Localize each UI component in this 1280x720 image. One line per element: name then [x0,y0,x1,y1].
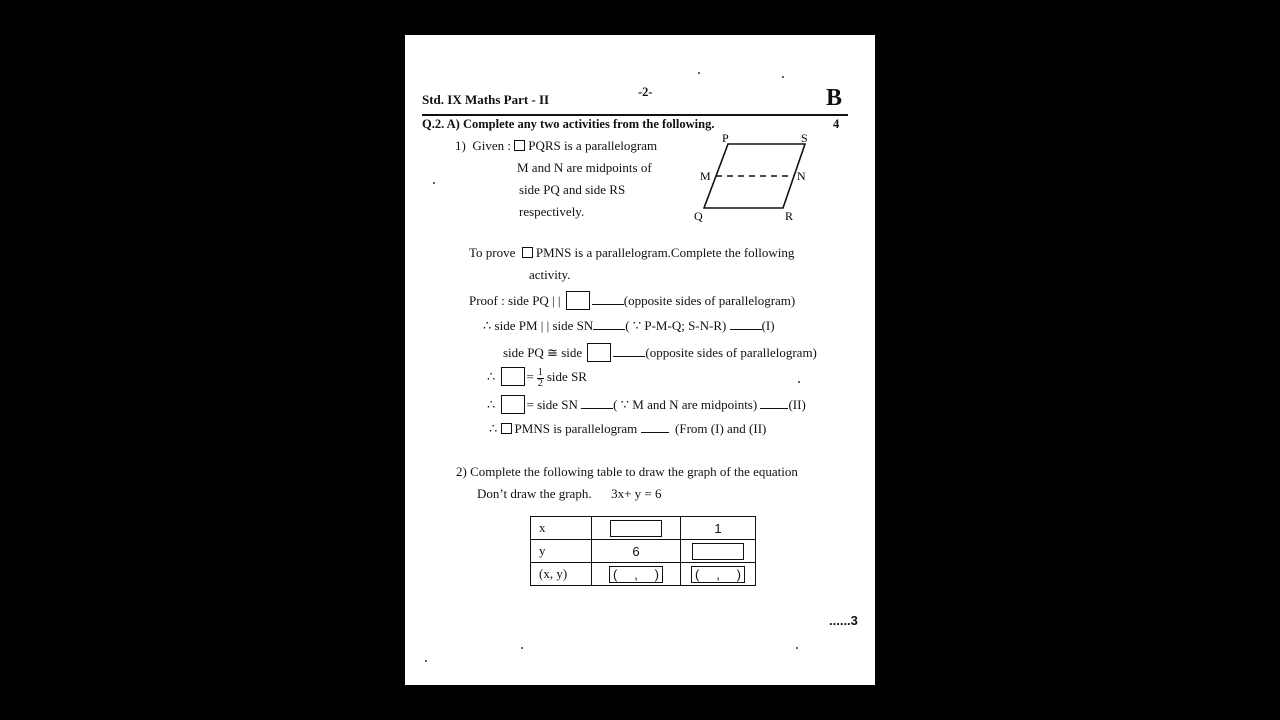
vertex-label-p: P [722,131,729,145]
proof-tag: (I) [761,318,775,333]
scan-speck [425,660,427,662]
table-row-xy [531,563,756,586]
page-number: -2- [638,85,653,99]
activity2-line1 [456,464,798,480]
vertex-label-r: R [785,209,794,223]
proof-text: side PQ ≅ side [503,345,583,360]
exam-page [405,35,875,685]
blank-line[interactable] [730,319,762,330]
proof-line-1 [469,291,795,310]
proof-text: = side SN [526,397,578,412]
blank-line[interactable] [641,422,669,433]
answer-box[interactable] [501,395,525,414]
given-line: PQRS is a parallelogram [528,138,658,153]
scan-speck [698,72,700,74]
question-number: Q.2. A) [422,117,460,131]
proof-reason: (From (I) and (II) [675,421,767,436]
quadrilateral-symbol-icon [514,140,525,151]
scan-speck [798,381,800,383]
activity2-number: 2) [456,464,467,479]
continue-marker: ......3 [829,613,858,628]
proof-reason: ( ∵ M and N are midpoints) [613,397,758,412]
table-row-x [531,517,756,540]
answer-box[interactable] [501,367,525,386]
activity1-given [455,138,657,154]
scan-speck [521,647,523,649]
vertex-label-m: M [700,169,711,183]
answer-box[interactable] [566,291,590,310]
fraction-denominator: 2 [537,377,543,389]
table-cell [681,563,756,586]
answer-box[interactable] [610,520,662,537]
quadrilateral-symbol-icon [522,247,533,258]
blank-line[interactable] [581,398,613,409]
therefore-symbol: ∴ [489,421,498,436]
to-prove-label: To prove [469,245,516,260]
proof-line-4 [487,367,587,389]
proof-text: Proof : side PQ | | [469,293,561,308]
activity2-note: Don’t draw the graph. [477,486,592,501]
equals-sign: = [526,369,534,384]
ordered-pair-box[interactable]: ( , ) [609,566,663,583]
answer-box[interactable] [692,543,744,560]
vertex-label-s: S [801,131,808,145]
table-cell: 6 [592,540,681,563]
therefore-symbol: ∴ [487,397,496,412]
parallelogram-figure [690,130,850,225]
equation: 3x+ y = 6 [611,486,662,501]
fraction-numerator: 1 [537,366,543,378]
proof-text: ∴ side PM | | side SN [483,318,594,333]
ordered-pair-box[interactable]: ( , ) [691,566,745,583]
proof-line-3 [503,343,817,362]
proof-line-2 [483,318,775,334]
proof-reason: (opposite sides of parallelogram) [623,293,796,308]
xy-table [530,516,756,586]
given-label: Given : [472,138,511,153]
set-code: B [826,85,843,111]
activity2-instruction: Complete the following table to draw the graph of the equation [470,464,798,479]
table-cell: 1 [681,517,756,540]
fraction-half [537,368,544,389]
question-label [422,117,714,132]
proof-reason: ( ∵ P-M-Q; S-N-R) [625,318,727,333]
scan-speck [796,647,798,649]
header-rule [422,114,848,116]
question-instruction: Complete any two activities from the following. [462,117,715,131]
proof-reason: (opposite sides of parallelogram) [645,345,817,360]
scan-speck [782,76,784,78]
therefore-symbol: ∴ [487,369,496,384]
row-label: y [531,540,592,563]
to-prove-cont: activity. [529,267,571,282]
activity2-line2 [477,486,661,502]
given-line: M and N are midpoints of [517,160,652,175]
to-prove [469,245,794,261]
quadrilateral-symbol-icon [501,423,512,434]
question-marks: 4 [833,117,840,131]
proof-line-5 [487,395,806,414]
table-cell [592,517,681,540]
blank-line[interactable] [613,346,645,357]
proof-text: side SR [546,369,587,384]
proof-tag: (II) [788,397,806,412]
row-label: x [531,517,592,540]
proof-line-6 [489,421,766,437]
scan-speck [433,182,435,184]
table-cell [592,563,681,586]
blank-line[interactable] [593,319,625,330]
to-prove-text: PMNS is a parallelogram.Complete the following [535,245,795,260]
answer-box[interactable] [587,343,611,362]
given-line: respectively. [519,204,585,219]
proof-text: PMNS is parallelogram [514,421,638,436]
header-title: Std. IX Maths Part - II [422,92,550,107]
activity1-number: 1) [455,138,466,153]
table-cell [681,540,756,563]
given-line: side PQ and side RS [519,182,626,197]
row-label: (x, y) [531,563,592,586]
blank-line[interactable] [760,398,788,409]
table-row-y [531,540,756,563]
blank-line[interactable] [592,294,624,305]
vertex-label-q: Q [694,209,703,223]
vertex-label-n: N [797,169,806,183]
